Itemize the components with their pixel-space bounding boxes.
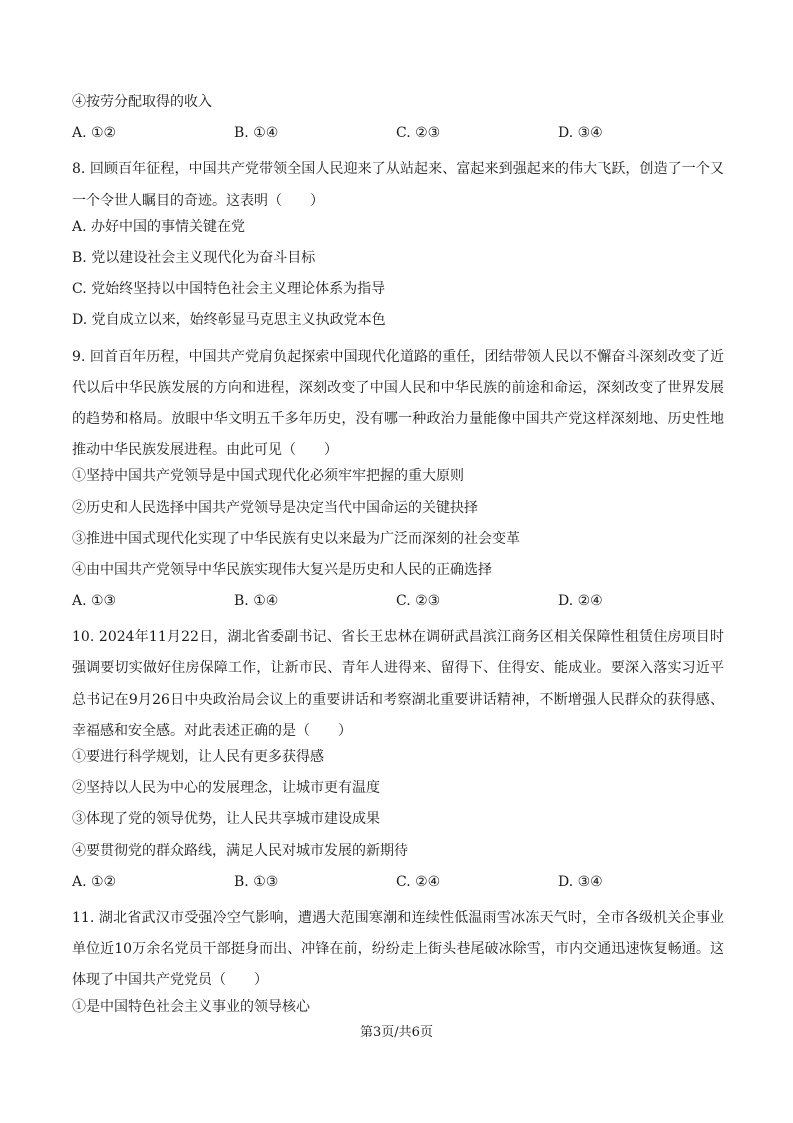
question-10-options <box>72 872 724 903</box>
prev-question-item-4: ④按劳分配取得的收入 <box>72 94 212 110</box>
question-11-stem: 11. 湖北省武汉市受强冷空气影响，遭遇大范围寒潮和连续性低温雨雪冰冻天气时，全市各级机关企事业单位近10万余名党员干部挺身而出、冲锋在前，纷纷走上街头巷尾破冰除雪，市内交通迅速恢复畅通。这体现了中国共产党党员（ ） <box>72 910 724 989</box>
option-b: B. ①③ <box>234 873 279 890</box>
question-9-item-4: ④由中国共产党领导中华民族实现伟大复兴是历史和人民的正确选择 <box>72 561 492 578</box>
question-9-item-2: ②历史和人民选择中国共产党领导是决定当代中国命运的关键抉择 <box>72 499 478 516</box>
question-8-option-d: D. 党自成立以来，始终彰显马克思主义执政党本色 <box>72 312 386 329</box>
question-10-item-1: ①要进行科学规划，让人民有更多获得感 <box>72 749 324 766</box>
question-9-options <box>72 591 724 622</box>
question-8-option-a: A. 办好中国的事情关键在党 <box>72 218 246 235</box>
question-11-item-1: ①是中国特色社会主义事业的领导核心 <box>72 998 310 1015</box>
page-number-footer: 第3页/共6页 <box>360 1025 433 1040</box>
question-10-item-4: ④要贯彻党的群众路线，满足人民对城市发展的新期待 <box>72 842 408 859</box>
prev-question-options <box>72 123 724 154</box>
option-b: B. ①④ <box>234 125 279 142</box>
question-10-item-2: ②坚持以人民为中心的发展理念，让城市更有温度 <box>72 780 380 797</box>
question-10-item-3: ③体现了党的领导优势，让人民共享城市建设成果 <box>72 811 380 828</box>
option-d: D. ③④ <box>558 125 603 142</box>
option-a: A. ①③ <box>72 593 117 610</box>
option-a: A. ①② <box>72 125 117 142</box>
question-8-option-b: B. 党以建设社会主义现代化为奋斗目标 <box>72 249 316 266</box>
exam-page-content <box>72 92 724 1028</box>
question-10-stem: 10. 2024年11月22日，湖北省委副书记、省长王忠林在调研武昌滨江商务区相关保障性租赁住房项目时强调要切实做好住房保障工作，让新市民、青年人进得来、留得下、住得安、能成业。要深入落实习近平总书记在9月26日中央政治局会议上的重要讲话和考察湖北重要讲话精神，不断增强人民群众的获得感、幸福感和安全感。对此表述正确的是（ ） <box>72 629 724 739</box>
option-d: D. ③④ <box>558 873 603 890</box>
option-c: C. ②③ <box>396 125 441 142</box>
option-d: D. ②④ <box>558 593 603 610</box>
option-b: B. ①④ <box>234 593 279 610</box>
question-8-option-c: C. 党始终坚持以中国特色社会主义理论体系为指导 <box>72 281 386 298</box>
question-9-item-1: ①坚持中国共产党领导是中国式现代化必须牢牢把握的重大原则 <box>72 468 464 485</box>
option-c: C. ②③ <box>396 593 441 610</box>
question-9-item-3: ③推进中国式现代化实现了中华民族有史以来最为广泛而深刻的社会变革 <box>72 530 520 547</box>
option-a: A. ①② <box>72 873 117 890</box>
question-9-stem: 9. 回首百年历程，中国共产党肩负起探索中国现代化道路的重任，团结带领人民以不懈奋斗深刻改变了近代以后中华民族发展的方向和进程，深刻改变了中国人民和中华民族的前途和命运，深刻改变了世界发展的趋势和格局。放眼中华文明五千多年历史，没有哪一种政治力量能像中国共产党这样深刻地、历史性地推动中华民族发展进程。由此可见（ ） <box>72 348 724 459</box>
question-8-stem: 8. 回顾百年征程，中国共产党带领全国人民迎来了从站起来、富起来到强起来的伟大飞跃，创造了一个又一个令世人瞩目的奇迹。这表明（ ） <box>72 161 724 209</box>
option-c: C. ②④ <box>396 873 441 890</box>
